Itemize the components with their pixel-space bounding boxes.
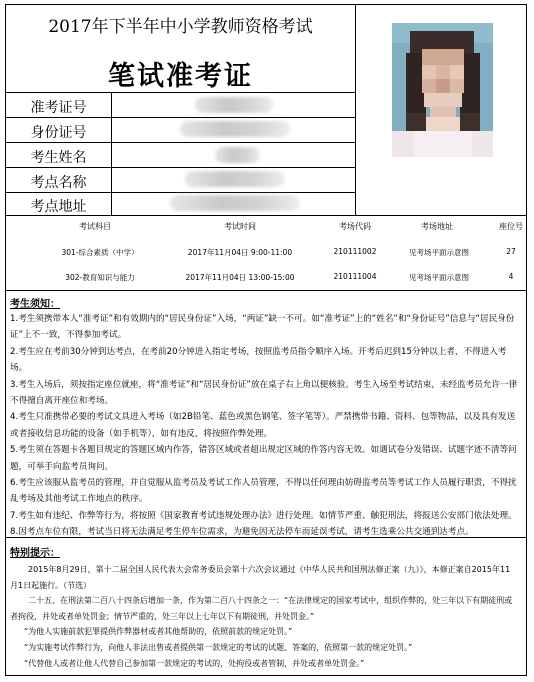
divider bbox=[111, 92, 112, 215]
notice-item: 3.考生入场后，须按指定座位就座，将“准考证”和“居民身份证”放在桌子右上角以便核验。考生入场至考试结束，未经监考员允许一律不得擅自离开座位和考场。 bbox=[10, 379, 518, 407]
col-header-seat: 座位号 bbox=[499, 222, 523, 231]
field-label-site-address: 考点地址 bbox=[30, 199, 87, 215]
field-label-exam-site: 考点名称 bbox=[30, 175, 87, 191]
field-label-name: 考生姓名 bbox=[30, 150, 87, 166]
divider bbox=[6, 290, 526, 291]
table-row bbox=[0, 247, 534, 259]
notice-item: 2.考生应在考前30分钟到达考点，在考前20分钟进入指定考场，按照监考员指令顺序入场。开考后迟到15分钟以上者，不得进入考场。 bbox=[10, 346, 507, 374]
exam-title: 2017年下半年中小学教师资格考试 bbox=[48, 17, 313, 37]
special-paragraph: 2015年8月29日，第十二届全国人民代表大会常务委员会第十六次会议通过《中华人民共和国刑法修正案（九）》，本修正案自2015年11月1日起施行。（节选） bbox=[10, 565, 511, 590]
field-label-id-number: 身份证号 bbox=[30, 125, 87, 141]
redacted-site-address bbox=[170, 195, 300, 211]
field-label-ticket-number: 准考证号 bbox=[30, 100, 87, 116]
candidate-photo bbox=[392, 23, 493, 157]
row-seat: 4 bbox=[508, 272, 514, 281]
divider bbox=[355, 5, 356, 215]
special-title: 特别提示： bbox=[10, 548, 60, 559]
row-code: 210111002 bbox=[333, 247, 377, 256]
redacted-ticket-number bbox=[195, 97, 273, 113]
special-paragraphs bbox=[10, 562, 518, 671]
photo-pixelated-image bbox=[392, 23, 493, 157]
notice-item: 5.考生须在答题卡各题目规定的答题区域内作答，错答区域或者超出规定区域的作答内容无效。如遇试卷分发错误、试题字迹不清等问题，可举手向监考员询问。 bbox=[10, 445, 517, 472]
row-subject: 302-教育知识与能力 bbox=[65, 273, 135, 282]
row-address: 见考场平面示意图 bbox=[409, 273, 469, 282]
row-time: 2017年11月04日 13:00-15:00 bbox=[185, 273, 295, 282]
col-header-subject: 考试科目 bbox=[79, 222, 111, 231]
divider bbox=[6, 192, 355, 193]
card-title: 笔试准考证 bbox=[108, 61, 253, 92]
notice-item: 6.考生应该服从监考员的管理，并自觉服从监考员及考试工作人员管理，不得以任何理由妨碍监考员等考试工作人员履行职责，不得扰乱考场及其他考试工作地点的秩序。 bbox=[10, 478, 517, 505]
divider bbox=[6, 117, 355, 118]
redacted-name bbox=[215, 147, 260, 163]
notice-item: 8.因考点车位有限，考试当日将无法满足考生停车位需求，为避免因无法停车而延误考试，请考生选乘公共交通到达考点。 bbox=[10, 527, 474, 538]
row-seat: 27 bbox=[506, 247, 516, 256]
notice-item: 1.考生须携带本人“准考证”和有效期内的“居民身份证”入场，“两证”缺一不可。如“准考证”上的“姓名”和“身份证号”信息与“居民身份证”上不一致，不得参加考试。 bbox=[10, 314, 515, 341]
notice-item: 4.考生只准携带必要的考试文具进入考场（如2B铅笔、蓝色或黑色钢笔、签字笔等）。严禁携带书籍、资料、包等物品，以及具有发送或者接收信息功能的设备（如手机等），如有违反，将按照作弊处理。 bbox=[10, 412, 516, 439]
row-subject: 301-综合素质（中学） bbox=[61, 248, 139, 257]
row-address: 见考场平面示意图 bbox=[409, 248, 469, 257]
row-code: 210111004 bbox=[333, 272, 377, 281]
notice-item: 7.考生如有违纪、作弊等行为，将按照《国家教育考试违规处理办法》进行处理。如情节严重、触犯刑法，将报送公安部门依法处理。 bbox=[10, 510, 517, 521]
row-time: 2017年11月04日 9:00-11:00 bbox=[187, 248, 293, 257]
redacted-id-number bbox=[180, 121, 290, 137]
special-paragraph: “代替他人或者让他人代替自己参加第一款规定的考试的，处拘役或者管制，并处或者单处罚金。” bbox=[24, 658, 365, 668]
special-paragraph: “为实施考试作弊行为，向他人非法出售或者提供第一款规定的考试的试题、答案的，依照第一款的规定处罚。” bbox=[24, 642, 413, 652]
table-row bbox=[0, 272, 534, 284]
special-paragraph: “为他人实施前款犯罪提供作弊器材或者其他帮助的，依照前款的规定处罚。” bbox=[24, 627, 293, 637]
divider bbox=[6, 142, 355, 143]
col-header-time: 考试时间 bbox=[224, 222, 256, 231]
redacted-exam-site bbox=[185, 171, 285, 187]
notice-title: 考生须知： bbox=[10, 299, 60, 310]
col-header-code: 考场代码 bbox=[339, 222, 371, 231]
divider bbox=[6, 167, 355, 168]
special-paragraph: 二十五、在刑法第二百八十四条后增加一条，作为第二百八十四条之一：“在法律规定的国家考试中，组织作弊的，处三年以下有期徒刑或者拘役，并处或者单处罚金；情节严重的，处三年以上七年以下有期徒刑，并处罚金。” bbox=[10, 596, 513, 621]
col-header-address: 考场地址 bbox=[421, 222, 453, 231]
notice-list bbox=[10, 311, 518, 541]
